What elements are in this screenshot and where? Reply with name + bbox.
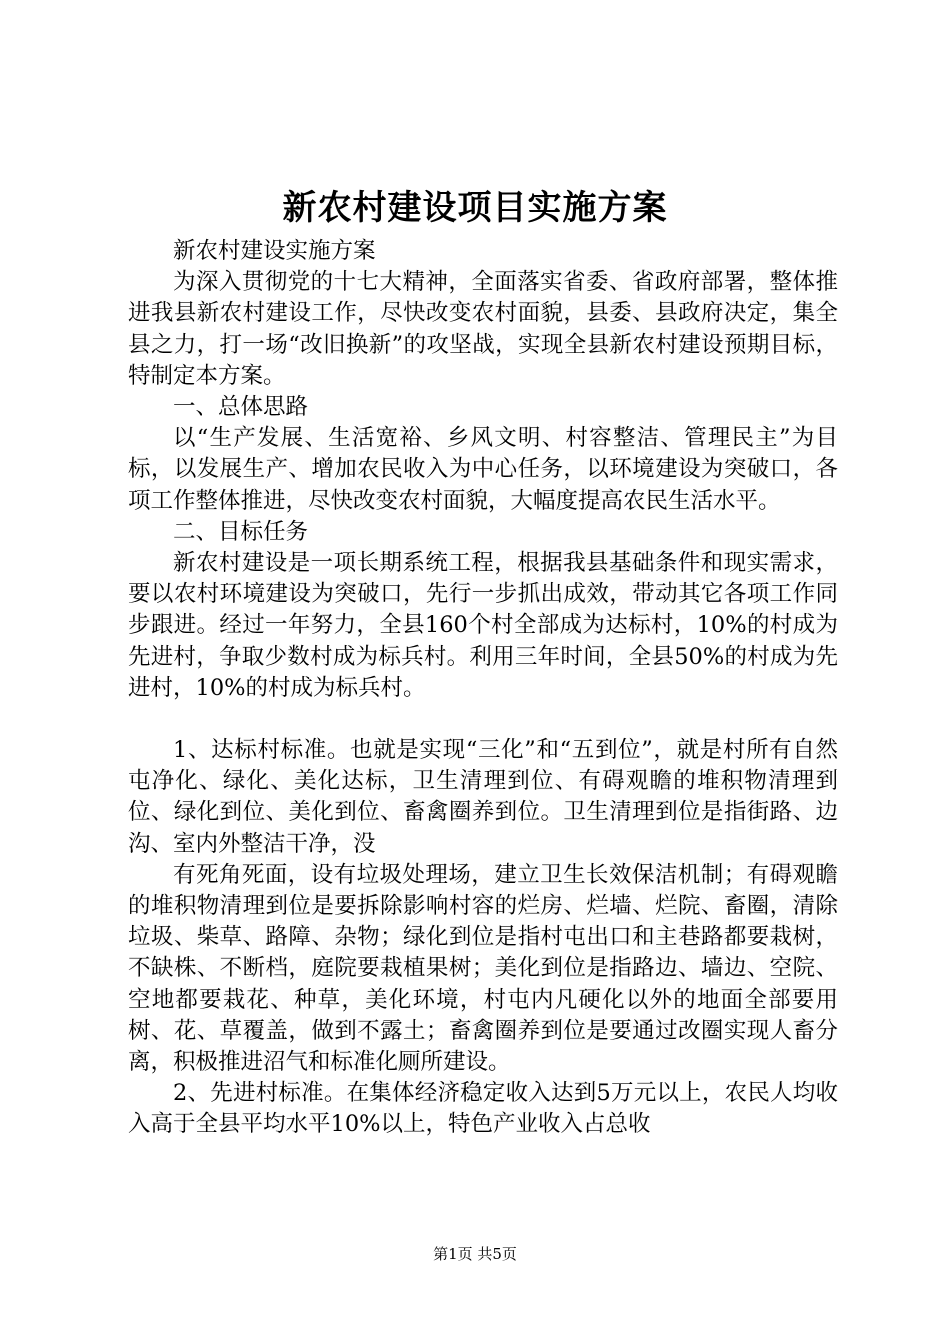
section-heading-goals-tasks: 二、目标任务	[173, 518, 309, 545]
paragraph-subtitle: 新农村建设实施方案	[173, 238, 376, 264]
paragraph-standard-village: 1、达标村标准。也就是实现“三化”和“五到位”，就是村所有自然屯净化、绿化、美化达标，卫生清理到位、有碍观瞻的堆积物清理到位、绿化到位、美化到位、畜禽圈养到位。卫生清理到位是指街路、边沟、室内外整洁干净，没	[128, 737, 838, 857]
paragraph-advanced-village: 2、先进村标准。在集体经济稳定收入达到5万元以上，农民人均收入高于全县平均水平10%以上，特色产业收入占总收	[128, 1080, 838, 1138]
page-footer: 第1页 共5页	[433, 1245, 517, 1263]
paragraph-standard-village-continued: 有死角死面，设有垃圾处理场，建立卫生长效保洁机制；有碍观瞻的堆积物清理到位是要拆除影响村容的烂房、烂墙、烂院、畜圈，清除垃圾、柴草、路障、杂物；绿化到位是指村屯出口和主巷路都要栽树，不缺株、不断档，庭院要栽植果树；美化到位是指路边、墙边、空院、空地都要栽花、种草，美化环境，村屯内凡硬化以外的地面全部要用树、花、草覆盖，做到不露土；畜禽圈养到位是要通过改圈实现人畜分离，积极推进沼气和标准化厕所建设。	[128, 861, 838, 1076]
paragraph-goals-tasks: 新农村建设是一项长期系统工程，根据我县基础条件和现实需求，要以农村环境建设为突破口，先行一步抓出成效，带动其它各项工作同步跟进。经过一年努力，全县160个村全部成为达标村，10%的村成为先进村，争取少数村成为标兵村。利用三年时间，全县50%的村成为先进村，10%的村成为标兵村。	[128, 550, 838, 701]
paragraph-spacer	[128, 704, 838, 735]
paragraph-intro: 为深入贯彻党的十七大精神，全面落实省委、省政府部署，整体推进我县新农村建设工作，尽快改变农村面貌，县委、县政府决定，集全县之力，打一场“改旧换新”的攻坚战，实现全县新农村建设预期目标，特制定本方案。	[128, 269, 838, 389]
paragraph-overall-approach: 以“生产发展、生活宽裕、乡风文明、村容整洁、管理民主”为目标，以发展生产、增加农民收入为中心任务，以环境建设为突破口，各项工作整体推进，尽快改变农村面貌，大幅度提高农民生活水平。	[128, 425, 838, 514]
document-title: 新农村建设项目实施方案	[282, 188, 668, 228]
document-body	[128, 236, 838, 1141]
section-heading-overall-approach: 一、总体思路	[173, 394, 309, 421]
